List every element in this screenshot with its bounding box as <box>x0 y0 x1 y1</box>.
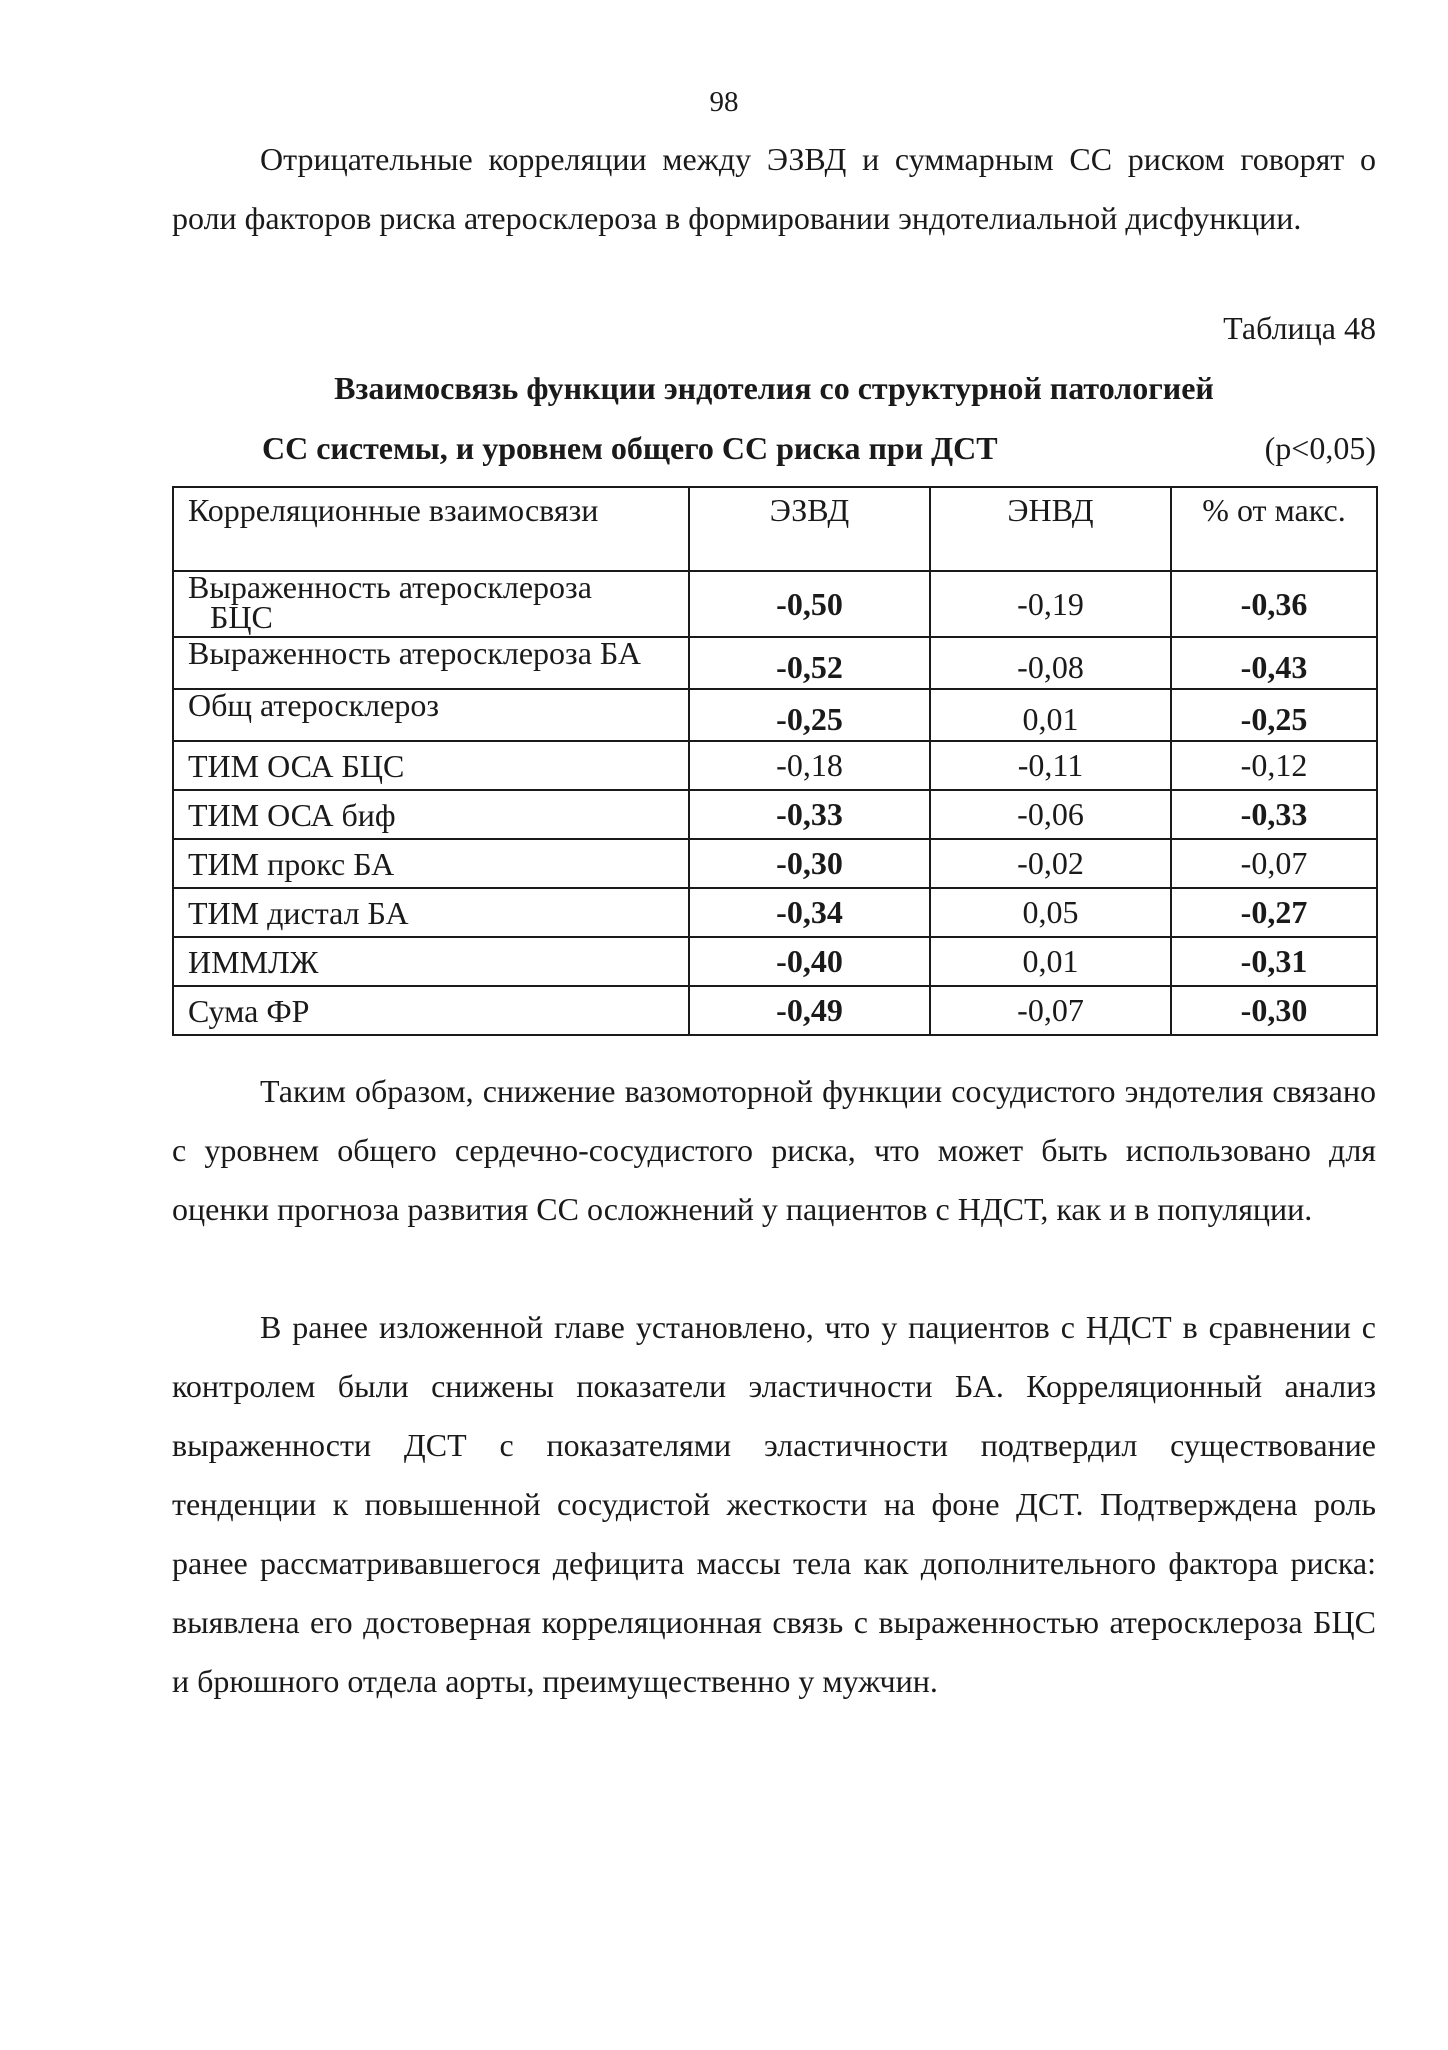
page-number: 98 <box>709 86 739 118</box>
row-name: ТИМ прокс БА <box>173 839 689 888</box>
cell-ezvd: -0,25 <box>689 689 930 741</box>
table-row <box>173 689 1377 741</box>
row-name: ТИМ ОСА БЦС <box>173 741 689 790</box>
header-percent-max: % от макс. <box>1171 487 1377 571</box>
table-label: Таблица 48 <box>1223 310 1376 346</box>
row-name: ТИМ ОСА биф <box>173 790 689 839</box>
row-name: Выраженность атеросклероза БА <box>173 637 689 689</box>
table-row <box>173 937 1377 986</box>
cell-envd: 0,01 <box>930 689 1171 741</box>
cell-envd: -0,08 <box>930 637 1171 689</box>
header-envd: ЭНВД <box>930 487 1171 571</box>
table-row <box>173 571 1377 637</box>
cell-percent-max: -0,12 <box>1171 741 1377 790</box>
table-title-line1: Взаимосвязь функции эндотелия со структурной патологией <box>334 370 1214 406</box>
table-row <box>173 741 1377 790</box>
cell-ezvd: -0,50 <box>689 571 930 637</box>
cell-percent-max: -0,43 <box>1171 637 1377 689</box>
table-row <box>173 888 1377 937</box>
row-name: ТИМ дистал БА <box>173 888 689 937</box>
row-name: Общ атеросклероз <box>173 689 689 741</box>
cell-ezvd: -0,52 <box>689 637 930 689</box>
cell-percent-max: -0,31 <box>1171 937 1377 986</box>
row-name: Сума ФР <box>173 986 689 1035</box>
cell-envd: -0,07 <box>930 986 1171 1035</box>
row-name-line1: Выраженность атеросклероза <box>188 569 592 605</box>
row-name <box>173 571 689 637</box>
cell-percent-max: -0,25 <box>1171 689 1377 741</box>
row-name-line2: БЦС <box>210 599 273 635</box>
cell-envd: 0,01 <box>930 937 1171 986</box>
table-row <box>173 986 1377 1035</box>
correlation-table <box>172 486 1378 1036</box>
cell-envd: -0,06 <box>930 790 1171 839</box>
header-ezvd: ЭЗВД <box>689 487 930 571</box>
cell-percent-max: -0,30 <box>1171 986 1377 1035</box>
cell-envd: -0,19 <box>930 571 1171 637</box>
table-row <box>173 790 1377 839</box>
cell-ezvd: -0,18 <box>689 741 930 790</box>
cell-percent-max: -0,07 <box>1171 839 1377 888</box>
cell-ezvd: -0,30 <box>689 839 930 888</box>
table-row <box>173 839 1377 888</box>
row-name: ИММЛЖ <box>173 937 689 986</box>
paragraph-conclusion: Таким образом, снижение вазомоторной функции сосудистого эндотелия связано с уровнем общего сердечно-сосудистого риска, что может быть использовано для оценки прогноза развития СС осложнений у пациентов с НДСТ, как и в популяции. <box>172 1073 1376 1227</box>
table-row <box>173 637 1377 689</box>
cell-percent-max: -0,27 <box>1171 888 1377 937</box>
table-title-line2: СС системы, и уровнем общего СС риска при ДСТ <box>262 430 998 466</box>
cell-ezvd: -0,34 <box>689 888 930 937</box>
paragraph-elasticity: В ранее изложенной главе установлено, что у пациентов с НДСТ в сравнении с контролем были снижены показатели эластичности БА. Корреляционный анализ выраженности ДСТ с показателями эластичности подтвердил существование тенденции к повышенной сосудистой жесткости на фоне ДСТ. Подтверждена роль ранее рассматривавшегося дефицита массы тела как дополнительного фактора риска: выявлена его достоверная корреляционная связь с выраженностью атеросклероза БЦС и брюшного отдела аорты, преимущественно у мужчин. <box>172 1309 1376 1699</box>
cell-ezvd: -0,49 <box>689 986 930 1035</box>
cell-envd: -0,02 <box>930 839 1171 888</box>
cell-envd: -0,11 <box>930 741 1171 790</box>
cell-percent-max: -0,33 <box>1171 790 1377 839</box>
table-pvalue: (p<0,05) <box>1264 430 1376 466</box>
cell-envd: 0,05 <box>930 888 1171 937</box>
paragraph-intro: Отрицательные корреляции между ЭЗВД и суммарным СС риском говорят о роли факторов риска атеросклероза в формировании эндотелиальной дисфункции. <box>172 141 1376 236</box>
cell-ezvd: -0,40 <box>689 937 930 986</box>
cell-ezvd: -0,33 <box>689 790 930 839</box>
table-header-row <box>173 487 1377 571</box>
cell-percent-max: -0,36 <box>1171 571 1377 637</box>
header-correlations: Корреляционные взаимосвязи <box>173 487 689 571</box>
